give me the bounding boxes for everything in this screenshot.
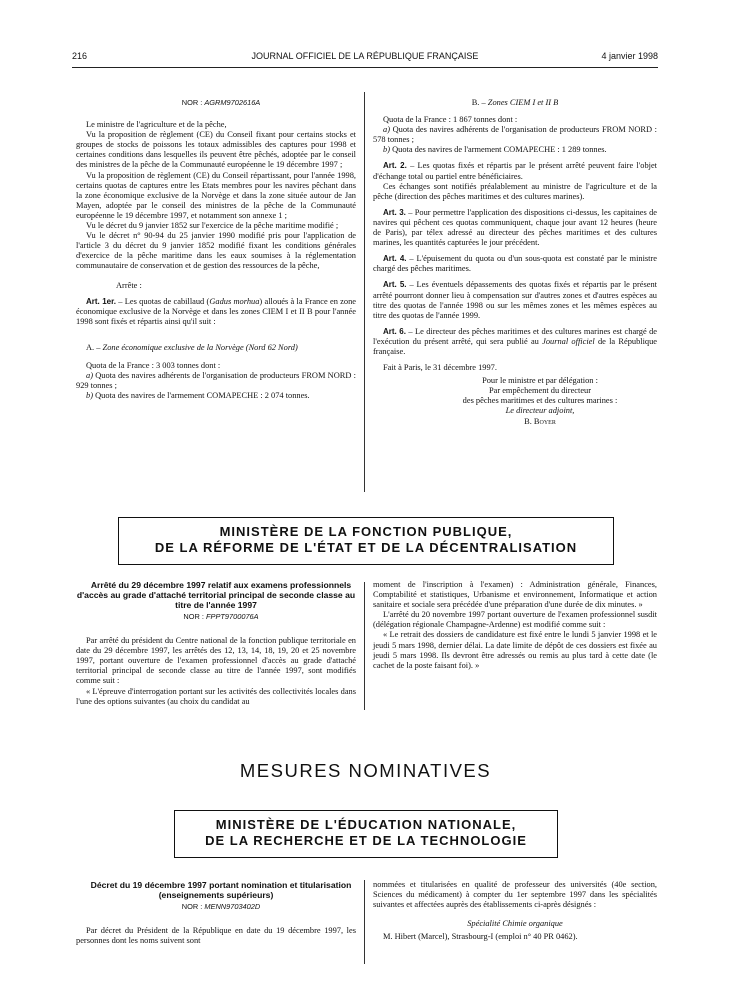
ministry2-heading-line-2: DE LA RECHERCHE ET DE LA TECHNOLOGIE xyxy=(205,833,527,848)
considerant-4: Vu le décret n° 90-94 du 25 janvier 1990 modifié pris pour l'application de l'article 3 du décret du 9 janvier 1852 modifié fixant les conditions générales d'exercice de la pêche maritime dans les eaux soumises à la réglementation communautaire de conservation et de gestion des ressources de la pêche, xyxy=(76,231,356,271)
column-divider-bottom xyxy=(364,880,365,964)
decree3-nor: NOR : MENN9703402D xyxy=(181,902,261,911)
column-divider-middle xyxy=(364,582,365,710)
ministry-heading-line-2: DE LA RÉFORME DE L'ÉTAT ET DE LA DÉCENTRALISATION xyxy=(154,540,578,555)
signature-line-2: Par empêchement du directeur xyxy=(488,386,592,396)
decree3-appointee: M. Hibert (Marcel), Strasbourg-I (emploi n° 40 PR 0462). xyxy=(383,932,578,942)
article-5: Art. 5. – Les éventuels dépassements des quotas fixés et répartis par le présent arrêté pourront donner lieu à compensation sur d'autres zones et d'autres espèces au titre des quotas de l'année 1998 ou sur les mêmes zones et les mêmes espèces au titre des quotas de l'année 1999. xyxy=(373,280,657,320)
decree2-left-column xyxy=(76,580,356,707)
decree2-para-4: L'arrêté du 20 novembre 1997 portant ouverture de l'examen professionnel susdit (délégation régionale Champagne-Ardenne) est modifié comme suit : xyxy=(373,610,657,630)
decree2-title: Arrêté du 29 décembre 1997 relatif aux examens professionnels d'accès au grade d'attaché territorial principal de seconde classe au titre de l'année 1997 xyxy=(76,580,356,610)
considerant-2: Vu la proposition de règlement (CE) du Conseil répartissant, pour l'année 1998, certains quotas de captures entre les Etats membres pour les navires pêchant dans la zone économique exclusive de la Norvège et dans la zone située autour de Jan Mayen, adoptée par le conseil des ministres de la pêche de la Communauté européenne le 19 décembre 1997, et notamment son annexe 1 ; xyxy=(76,170,356,220)
page-header xyxy=(72,51,658,65)
issue-date: 4 janvier 1998 xyxy=(601,51,658,61)
quota-a-total: Quota de la France : 3 003 tonnes dont : xyxy=(86,360,221,370)
zone-b-heading: B. – Zones CIEM I et II B xyxy=(471,98,559,107)
header-rule xyxy=(72,67,658,68)
ministry2-heading-line-1: MINISTÈRE DE L'ÉDUCATION NATIONALE, xyxy=(215,817,517,832)
decree2-para-5: « Le retrait des dossiers de candidature est fixé entre le lundi 5 janvier 1998 et le jeudi 5 mars 1998, dernier délai. La date limite de dépôt de ces dossiers est fixée au jeudi 5 mars 1998. Ils devront être adressés ou remis au plus tard à cette date (le cachet de la poste faisant foi). » xyxy=(373,630,657,670)
considerant-1: Vu la proposition de règlement (CE) du Conseil fixant pour certains stocks et groupes de stocks de poissons les totaux admissibles des captures pour 1998 et certaines conditions dans lesquelles ils peuvent être pêchés, adoptée par le conseil des ministres de la pêche de la Communauté européenne le 19 décembre 1997 ; xyxy=(76,130,356,170)
decree1-left-column xyxy=(76,98,356,401)
decree2-para-2: « L'épreuve d'interrogation portant sur les activités des collectivités locales dans l'une des options suivantes (au choix du candidat au xyxy=(76,686,356,706)
signatory-name: B. Boyer xyxy=(524,416,556,426)
signature-title: Le directeur adjoint, xyxy=(505,406,575,416)
ministry-heading-fonction-publique xyxy=(118,517,614,565)
zone-a-heading: A. – Zone économique exclusive de la Norvège (Nord 62 Nord) xyxy=(86,342,298,352)
quota-b-item-b: b) Quota des navires de l'armement COMAPECHE : 1 289 tonnes. xyxy=(383,145,607,155)
quota-b-item-a: a) Quota des navires adhérents de l'organisation de producteurs FROM NORD : 578 tonnes ; xyxy=(373,125,657,145)
decree3-specialty: Spécialité Chimie organique xyxy=(467,919,563,929)
decree2-para-1: Par arrêté du président du Centre national de la fonction publique territoriale en date du 29 décembre 1997, les arrêtés des 12, 13, 14, 18, 19, 20 et 25 novembre 1997, portant ouverture de l'examen professionnel d'accès au grade d'attaché territorial principal de seconde classe au titre de l'année 1997, sont modifiés comme suit : xyxy=(76,636,356,686)
article-4: Art. 4. – L'épuisement du quota ou d'un sous-quota est constaté par le ministre chargé des pêches maritimes. xyxy=(373,254,658,274)
decree3-para-2: nommées et titularisées en qualité de professeur des universités (40e section, Sciences du médicament) à compter du 1er septembre 1997 dans les spécialités suivantes et affectées auprès des établissements ci-après désignés : xyxy=(373,880,657,910)
considerant-3: Vu le décret du 9 janvier 1852 sur l'exercice de la pêche maritime modifié ; xyxy=(86,221,339,231)
decree2-para-3: moment de l'inscription à l'examen) : Administration générale, Finances, Comptabilité et statistiques, Urbanisme et environnement, Informatique et action sanitaire et sociale sera précédée d'une préparation d'une durée de dix minutes. » xyxy=(373,580,657,610)
article-2-cont: Ces échanges sont notifiés préalablement au ministre de l'agriculture et de la pêche (direction des pêches maritimes et des cultures marines). xyxy=(373,181,657,201)
journal-title: JOURNAL OFFICIEL DE LA RÉPUBLIQUE FRANÇAISE xyxy=(251,51,479,61)
arrete-label: Arrête : xyxy=(116,280,142,290)
decree3-title: Décret du 19 décembre 1997 portant nomination et titularisation (enseignements supérieurs) xyxy=(90,880,352,900)
decree2-right-column xyxy=(373,580,657,671)
nor-code: AGRM9702616A xyxy=(204,98,261,107)
article-2: Art. 2. – Les quotas fixés et répartis par le présent arrêté peuvent faire l'objet d'échange total ou partiel entre bénéficiaires. xyxy=(373,161,657,181)
article-6: Art. 6. – Le directeur des pêches maritimes et des cultures marines est chargé de l'exécution du présent arrêté, qui sera publié au Journal officiel de la République française. xyxy=(373,326,658,356)
decree3-left-column xyxy=(76,880,356,946)
decree1-right-column xyxy=(373,98,657,427)
decree3-para-1: Par décret du Président de la République en date du 19 décembre 1997, les personnes dont les noms suivent sont xyxy=(76,926,356,946)
minister-line: Le ministre de l'agriculture et de la pêche, xyxy=(86,120,227,130)
column-divider-top xyxy=(364,92,365,492)
ministry-heading-line-1: MINISTÈRE DE LA FONCTION PUBLIQUE, xyxy=(219,524,513,539)
article-3: Art. 3. – Pour permettre l'application des dispositions ci-dessus, les capitaines de navires qui pêchent ces quotas communiquent, chaque jour avant 12 heures (heure de Paris), par télex adressé au directeur des pêches maritimes et des cultures marines, les quantités capturées le jour précédent. xyxy=(373,207,657,248)
signature-line-1: Pour le ministre et par délégation : xyxy=(482,376,598,386)
article-1-label: Art. 1er. xyxy=(86,296,116,306)
ministry-heading-education xyxy=(174,810,558,858)
signature-line-3: des pêches maritimes et des cultures marines : xyxy=(462,396,618,406)
done-at: Fait à Paris, le 31 décembre 1997. xyxy=(383,363,497,373)
quota-b-total: Quota de la France : 1 867 tonnes dont : xyxy=(383,115,518,125)
decree2-nor: NOR : FPPT9700076A xyxy=(183,612,259,621)
decree3-right-column xyxy=(373,880,657,942)
page-number: 216 xyxy=(72,51,88,61)
quota-a-item-b: b) Quota des navires de l'armement COMAPECHE : 2 074 tonnes. xyxy=(86,391,310,401)
article-1: Art. 1er. – Les quotas de cabillaud (Gadus morhua) alloués à la France en zone économique exclusive de la Norvège et dans les zones CIEM I et II B pour l'année 1998 sont fixés et répartis ainsi qu'il suit : xyxy=(76,296,356,326)
quota-a-item-a: a) Quota des navires adhérents de l'organisation de producteurs FROM NORD : 929 tonnes ; xyxy=(76,371,356,391)
nor-reference: NOR : AGRM9702616A xyxy=(181,98,261,107)
section-title: MESURES NOMINATIVES xyxy=(239,760,492,781)
